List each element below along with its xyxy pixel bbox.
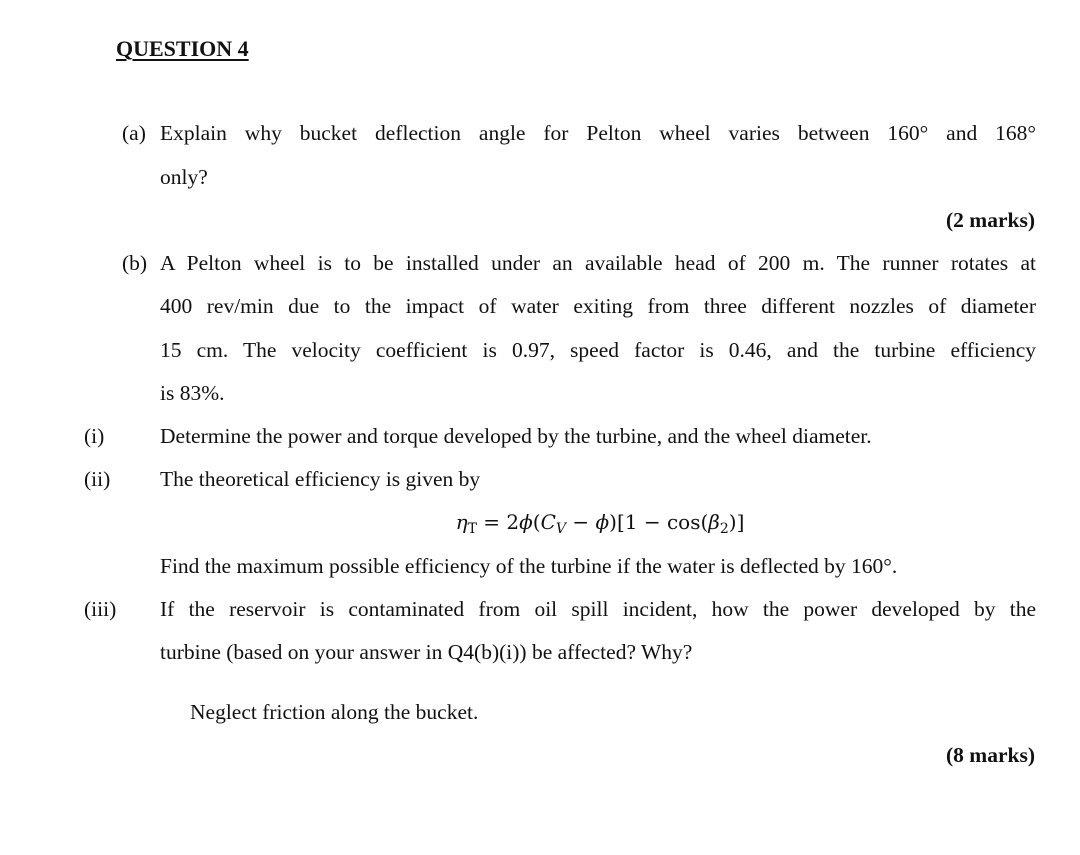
eq-phi-1: ϕ	[519, 510, 533, 534]
eq-close: )]	[728, 510, 745, 534]
sub-ii-followup: Find the maximum possible efficiency of the turbine if the water is deflected by 160°.	[160, 554, 898, 578]
sub-i-label: (i)	[84, 424, 105, 448]
sub-iii-label: (iii)	[84, 597, 117, 621]
eq-beta-sub: 2	[719, 521, 729, 537]
eq-cv: C	[540, 510, 556, 534]
friction-note: Neglect friction along the bucket.	[190, 700, 479, 724]
part-b-text-line-1: A Pelton wheel is to be installed under an available head of 200 m. The runner rotates at	[160, 251, 1036, 275]
eq-eta-sub: T	[467, 521, 477, 537]
eq-minus: −	[566, 510, 596, 534]
part-a-text-line-2: only?	[160, 165, 208, 189]
part-a-label: (a)	[122, 121, 146, 145]
eq-beta: β	[708, 510, 720, 534]
part-a-marks: (2 marks)	[946, 208, 1035, 232]
sub-ii-text: The theoretical efficiency is given by	[160, 467, 481, 491]
eq-open: (	[532, 510, 541, 534]
part-b-text-line-4: is 83%.	[160, 381, 225, 405]
part-b-marks: (8 marks)	[946, 743, 1035, 767]
eq-equals: = 2	[476, 510, 520, 534]
eq-phi-2: ϕ	[595, 510, 610, 534]
sub-i-text: Determine the power and torque developed by the turbine, and the wheel diameter.	[160, 424, 872, 448]
part-b-label: (b)	[122, 251, 148, 275]
question-title: QUESTION 4	[116, 36, 249, 61]
part-b-text-line-3: 15 cm. The velocity coefficient is 0.97, speed factor is 0.46, and the turbine efficiency	[160, 338, 1036, 362]
eq-cv-sub: V	[555, 521, 567, 537]
efficiency-equation	[0, 510, 1080, 537]
eq-eta: η	[455, 510, 468, 534]
sub-ii-label: (ii)	[84, 467, 111, 491]
sub-iii-text-line-1: If the reservoir is contaminated from oil spill incident, how the power developed by the	[160, 597, 1036, 621]
eq-mid: )[1 − cos(	[609, 510, 709, 534]
sub-iii-text-line-2: turbine (based on your answer in Q4(b)(i)) be affected? Why?	[160, 640, 693, 664]
part-a-text-line-1: Explain why bucket deflection angle for Pelton wheel varies between 160° and 168°	[160, 121, 1036, 145]
part-b-text-line-2: 400 rev/min due to the impact of water exiting from three different nozzles of diameter	[160, 294, 1036, 318]
